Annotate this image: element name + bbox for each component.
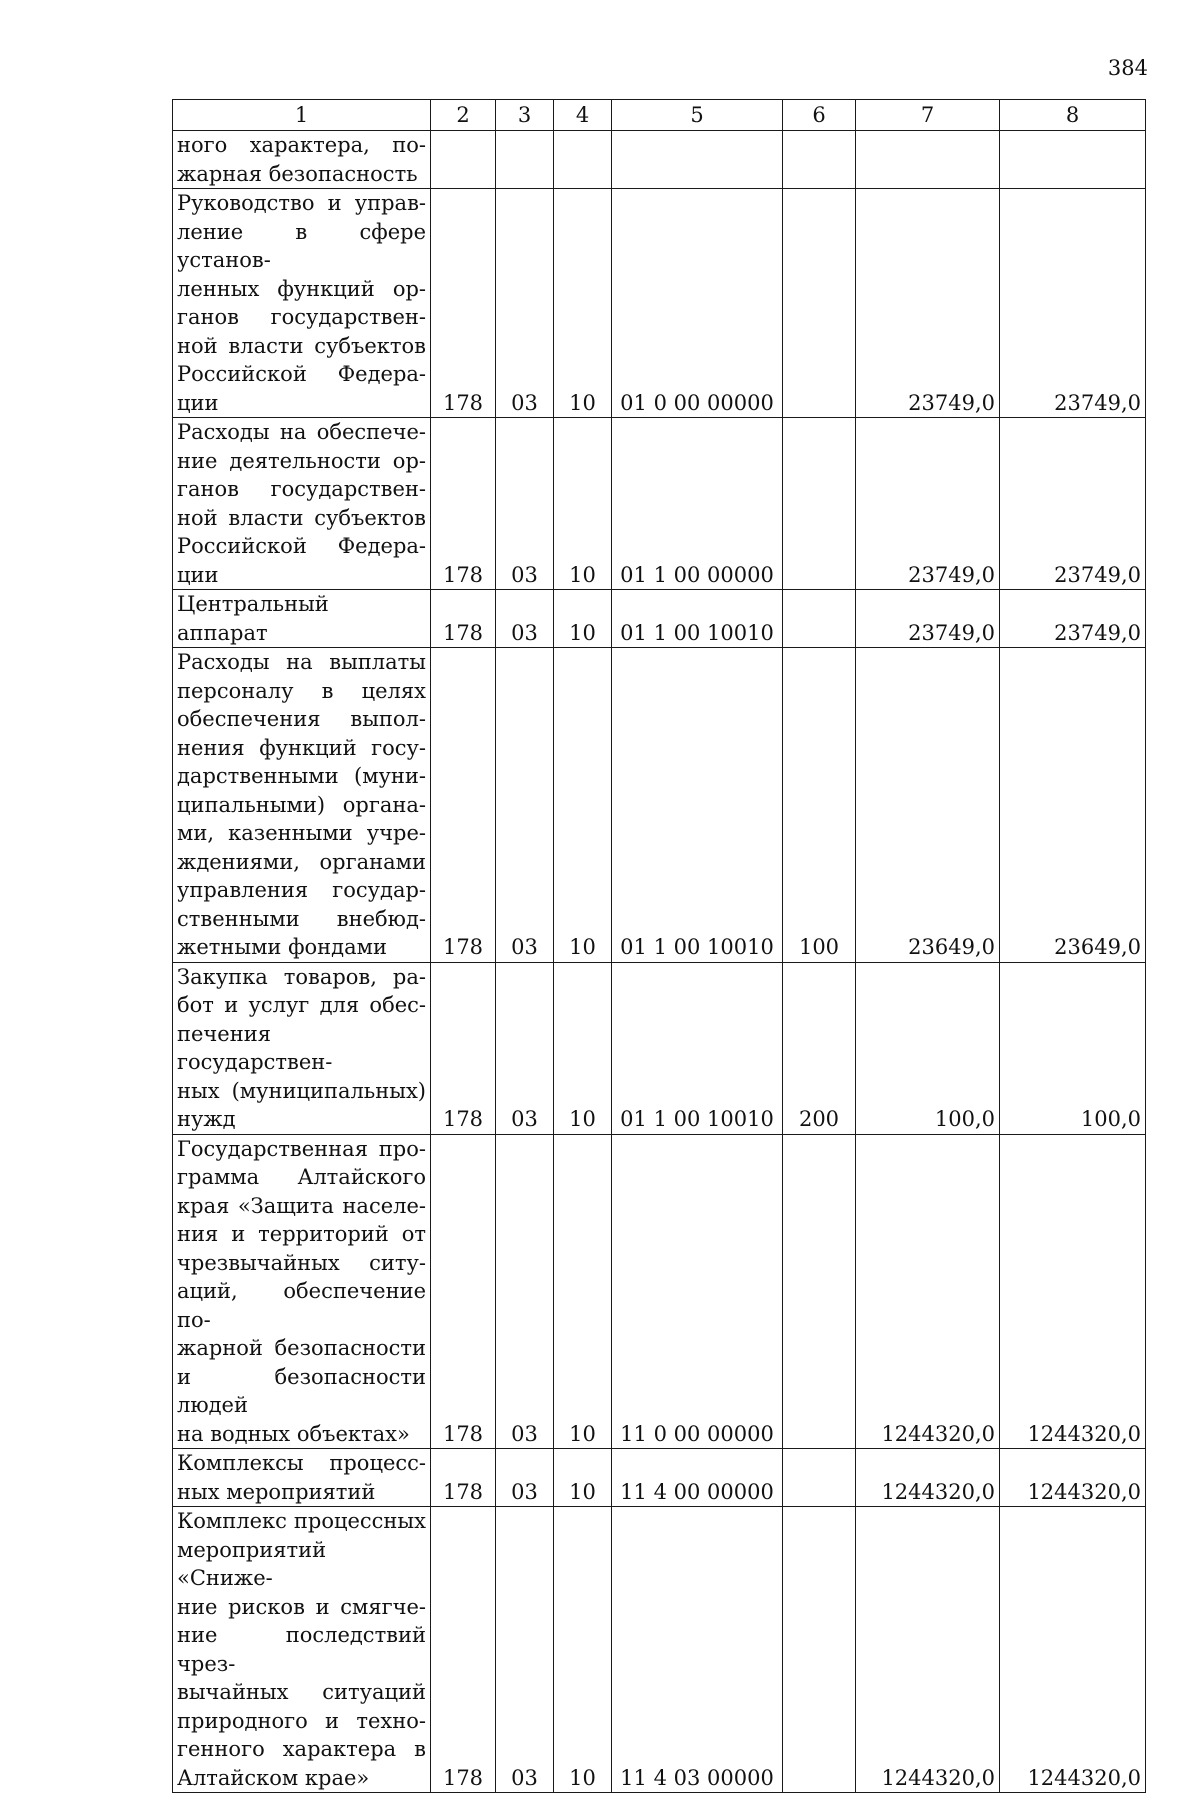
row-name-cell: Расходы на обеспече- ние деятельности ор- ганов государствен- ной власти субъектов Российской Федера- ции	[173, 418, 431, 590]
row-name-cell: Руководство и управ- ление в сфере установ- ленных функций ор- ганов государствен- ной власти субъектов Российской Федера- ции	[173, 189, 431, 418]
code-gr-cell: 178	[431, 590, 496, 648]
column-header: 6	[783, 100, 856, 131]
amount-2026-cell: 1244320,0	[1000, 1134, 1146, 1449]
amount-2026-cell: 23749,0	[1000, 418, 1146, 590]
row-name-cell: ного характера, по- жарная безопасность	[173, 131, 431, 189]
code-gr-cell: 178	[431, 1134, 496, 1449]
row-name-cell: Расходы на выплаты персоналу в целях обеспечения выпол- нения функций госу- дарственными (муни- ципальными) органа- ми, казенными учре- ждениями, органами управления государ- ственными внебюд- жетными фондами	[173, 648, 431, 963]
code-csr-cell: 01 1 00 10010	[612, 962, 783, 1134]
amount-2025-cell: 23749,0	[856, 189, 1000, 418]
code-csr-cell: 01 0 00 00000	[612, 189, 783, 418]
amount-2026-cell: 1244320,0	[1000, 1507, 1146, 1793]
row-name-cell: Центральный аппарат	[173, 590, 431, 648]
table-row	[173, 962, 1146, 1134]
column-header: 2	[431, 100, 496, 131]
code-gr-cell: 178	[431, 1449, 496, 1507]
code-vr-cell: 100	[783, 648, 856, 963]
amount-2025-cell: 23749,0	[856, 418, 1000, 590]
code-pr-cell: 10	[554, 189, 612, 418]
amount-2026-cell: 100,0	[1000, 962, 1146, 1134]
budget-table	[172, 99, 1146, 1793]
column-header: 8	[1000, 100, 1146, 131]
column-header: 7	[856, 100, 1000, 131]
row-name-cell: Государственная про- грамма Алтайского края «Защита населе- ния и территорий от чрезвычайных ситу- аций, обеспечение по- жарной безопасности и безопасности людей на водных объектах»	[173, 1134, 431, 1449]
code-rz-cell: 03	[496, 1507, 554, 1793]
amount-2025-cell: 1244320,0	[856, 1507, 1000, 1793]
table-row	[173, 590, 1146, 648]
table-row	[173, 189, 1146, 418]
amount-2026-cell	[1000, 131, 1146, 189]
table-row	[173, 1134, 1146, 1449]
amount-2025-cell: 23749,0	[856, 590, 1000, 648]
code-csr-cell: 11 0 00 00000	[612, 1134, 783, 1449]
table-row	[173, 1507, 1146, 1793]
column-header: 5	[612, 100, 783, 131]
code-vr-cell	[783, 1449, 856, 1507]
amount-2025-cell: 100,0	[856, 962, 1000, 1134]
code-csr-cell: 01 1 00 00000	[612, 418, 783, 590]
code-vr-cell	[783, 131, 856, 189]
table-row	[173, 648, 1146, 963]
column-header: 1	[173, 100, 431, 131]
code-csr-cell: 11 4 03 00000	[612, 1507, 783, 1793]
code-rz-cell: 03	[496, 1134, 554, 1449]
code-gr-cell	[431, 131, 496, 189]
code-vr-cell	[783, 1507, 856, 1793]
code-pr-cell: 10	[554, 1507, 612, 1793]
amount-2026-cell: 23749,0	[1000, 590, 1146, 648]
code-pr-cell	[554, 131, 612, 189]
code-vr-cell	[783, 590, 856, 648]
code-pr-cell: 10	[554, 418, 612, 590]
row-name-cell: Закупка товаров, ра- бот и услуг для обес- печения государствен- ных (муниципальных) нужд	[173, 962, 431, 1134]
code-pr-cell: 10	[554, 962, 612, 1134]
code-csr-cell	[612, 131, 783, 189]
code-pr-cell: 10	[554, 648, 612, 963]
code-vr-cell	[783, 1134, 856, 1449]
column-header: 4	[554, 100, 612, 131]
amount-2026-cell: 23649,0	[1000, 648, 1146, 963]
amount-2025-cell: 1244320,0	[856, 1134, 1000, 1449]
table-row	[173, 418, 1146, 590]
code-vr-cell: 200	[783, 962, 856, 1134]
amount-2025-cell: 1244320,0	[856, 1449, 1000, 1507]
code-gr-cell: 178	[431, 1507, 496, 1793]
code-rz-cell: 03	[496, 962, 554, 1134]
table-row	[173, 131, 1146, 189]
code-rz-cell: 03	[496, 1449, 554, 1507]
code-rz-cell: 03	[496, 590, 554, 648]
code-pr-cell: 10	[554, 1134, 612, 1449]
code-rz-cell: 03	[496, 648, 554, 963]
code-pr-cell: 10	[554, 590, 612, 648]
header-row	[173, 100, 1146, 131]
code-csr-cell: 11 4 00 00000	[612, 1449, 783, 1507]
amount-2025-cell: 23649,0	[856, 648, 1000, 963]
code-gr-cell: 178	[431, 962, 496, 1134]
row-name-cell: Комплекс процессных мероприятий «Сниже- ние рисков и смягче- ние последствий чрез- вычайных ситуаций природного и техно- генного характера в Алтайском крае»	[173, 1507, 431, 1793]
amount-2025-cell	[856, 131, 1000, 189]
code-vr-cell	[783, 418, 856, 590]
page-number: 384	[1107, 56, 1148, 80]
code-pr-cell: 10	[554, 1449, 612, 1507]
code-rz-cell: 03	[496, 189, 554, 418]
table-body	[173, 131, 1146, 1793]
code-rz-cell: 03	[496, 418, 554, 590]
code-gr-cell: 178	[431, 189, 496, 418]
code-vr-cell	[783, 189, 856, 418]
code-csr-cell: 01 1 00 10010	[612, 648, 783, 963]
code-rz-cell	[496, 131, 554, 189]
code-gr-cell: 178	[431, 418, 496, 590]
column-header: 3	[496, 100, 554, 131]
code-gr-cell: 178	[431, 648, 496, 963]
amount-2026-cell: 1244320,0	[1000, 1449, 1146, 1507]
table-row	[173, 1449, 1146, 1507]
row-name-cell: Комплексы процесс- ных мероприятий	[173, 1449, 431, 1507]
amount-2026-cell: 23749,0	[1000, 189, 1146, 418]
code-csr-cell: 01 1 00 10010	[612, 590, 783, 648]
